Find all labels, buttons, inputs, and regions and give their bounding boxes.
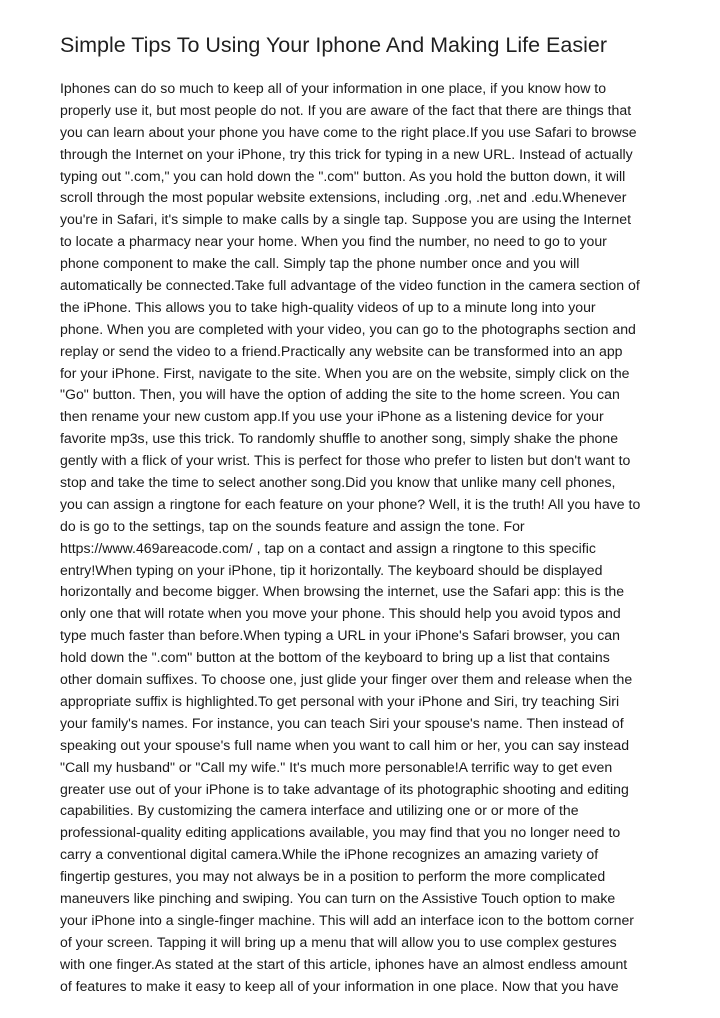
article-line: entry!When typing on your iPhone, tip it horizontally. The keyboard should be displayed [60, 561, 603, 578]
article-line: through the Internet on your iPhone, try this trick for typing in a new URL. Instead of actually [60, 145, 633, 162]
article-line: type much faster than before.When typing a URL in your iPhone's Safari browser, you can [60, 627, 620, 644]
article-line: you're in Safari, it's simple to make calls by a single tap. Suppose you are using the Internet [60, 211, 632, 228]
article-line: your iPhone into a single-finger machine. This will add an interface icon to the bottom corner [60, 911, 634, 928]
article-line: for your iPhone. First, navigate to the site. When you are on the website, simply click on the [60, 364, 630, 381]
article-line: properly use it, but most people do not. If you are aware of the fact that there are things that [60, 101, 632, 118]
article-line: phone component to make the call. Simply tap the phone number once and you will [60, 255, 580, 272]
article-line: professional-quality editing applications available, you may find that you no longer need to [60, 824, 621, 841]
article-line: of your screen. Tapping it will bring up a menu that will allow you to use complex gestures [60, 933, 617, 950]
article-line: horizontally and become bigger. When browsing the internet, use the Safari app: this is the [60, 583, 625, 600]
article-line: maneuvers like pinching and swiping. You can turn on the Assistive Touch option to make [60, 889, 616, 906]
article-line: to locate a pharmacy near your home. When you find the number, no need to go to your [60, 233, 607, 250]
article-line: https://www.469areacode.com/ , tap on a contact and assign a ringtone to this specific [60, 539, 596, 556]
article-line: favorite mp3s, use this trick. To randomly shuffle to another song, simply shake the phone [60, 430, 619, 447]
article-line: "Call my husband" or "Call my wife." It's much more personable!A terrific way to get even [60, 758, 613, 775]
article-line: the iPhone. This allows you to take high-quality videos of up to a minute long into your [60, 298, 596, 315]
article-line: gently with a flick of your wrist. This is perfect for those who prefer to listen but don't want to [60, 452, 631, 469]
article-line: your family's names. For instance, you can teach Siri your spouse's name. Then instead of [60, 714, 624, 731]
article-line: capabilities. By customizing the camera interface and utilizing one or or more of the [60, 802, 579, 819]
article-line: hold down the ".com" button at the bottom of the keyboard to bring up a list that contains [60, 649, 610, 666]
article-line: do is go to the settings, tap on the sounds feature and assign the tone. For [60, 517, 525, 534]
article-line: carry a conventional digital camera.While the iPhone recognizes an amazing variety of [60, 846, 599, 863]
article-line: you can assign a ringtone for each feature on your phone? Well, it is the truth! All you have to [60, 495, 641, 512]
article-line: automatically be connected.Take full advantage of the video function in the camera section of [60, 277, 640, 294]
article-line: other domain suffixes. To choose one, just glide your finger over them and release when the [60, 671, 633, 688]
article-line: then rename your new custom app.If you use your iPhone as a listening device for your [60, 408, 604, 425]
article-line: Iphones can do so much to keep all of your information in one place, if you know how to [60, 80, 607, 96]
article-line: stop and take the time to select another song.Did you know that unlike many cell phones, [60, 474, 616, 491]
article-line: fingertip gestures, you may not always be in a position to perform the more complicated [60, 868, 606, 885]
document-title: Simple Tips To Using Your Iphone And Making Life Easier [60, 33, 607, 57]
article-line: phone. When you are completed with your video, you can go to the photographs section and [60, 320, 636, 337]
article-line: with one finger.As stated at the start of this article, iphones have an almost endless amount [60, 955, 628, 972]
article-line: replay or send the video to a friend.Practically any website can be transformed into an app [60, 342, 623, 359]
article-line: scroll through the most popular website extensions, including .org, .net and .edu.Whenever [60, 189, 627, 206]
article-line: speaking out your spouse's full name when you want to call him or her, you can say instead [60, 736, 630, 753]
article-line: you can learn about your phone you have come to the right place.If you use Safari to browse [60, 123, 637, 140]
article-line: "Go" button. Then, you will have the option of adding the site to the home screen. You can [60, 386, 620, 403]
article-body [60, 78, 680, 997]
article-line: greater use out of your iPhone is to take advantage of its photographic shooting and editing [60, 780, 629, 797]
article-line: appropriate suffix is highlighted.To get personal with your iPhone and Siri, try teaching Siri [60, 692, 620, 709]
article-line: typing out ".com," you can hold down the ".com" button. As you hold the button down, it will [60, 167, 626, 184]
article-line: only one that will rotate when you move your phone. This should help you avoid typos and [60, 605, 621, 622]
article-line: of features to make it easy to keep all of your information in one place. Now that you have [60, 977, 619, 994]
